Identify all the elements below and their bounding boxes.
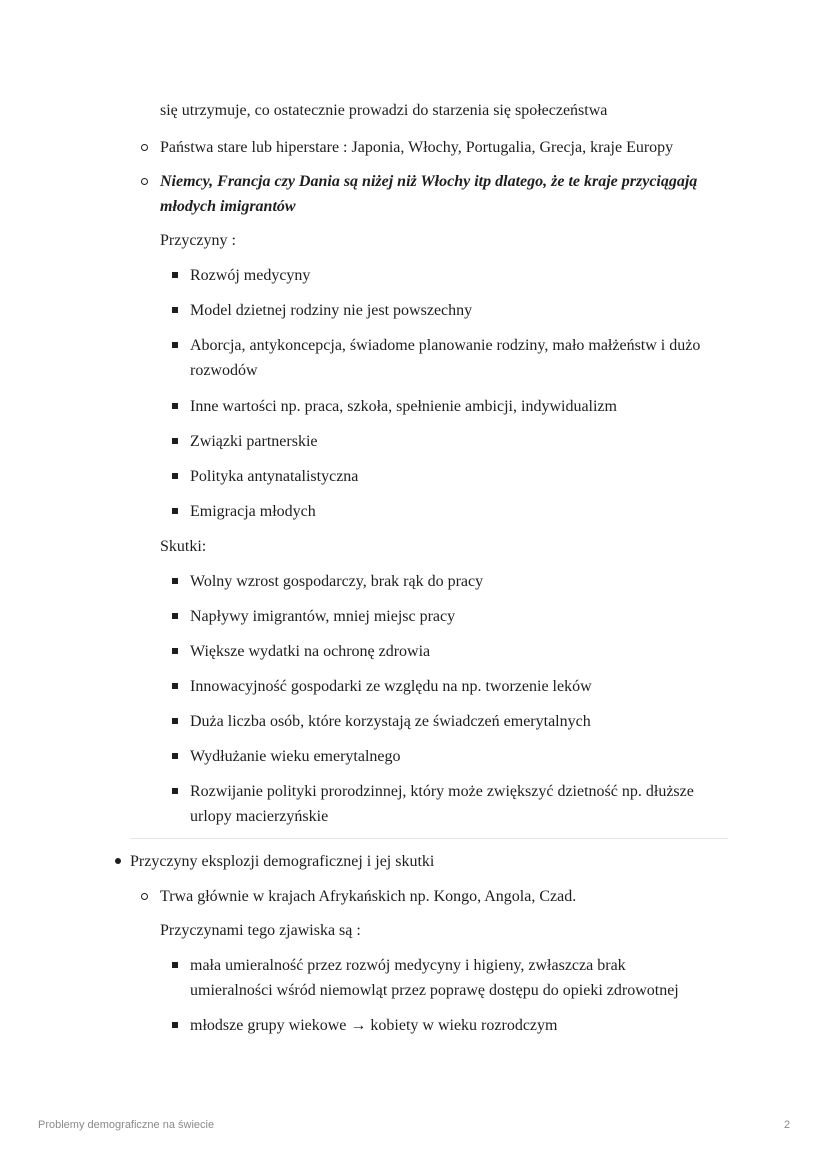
cause-item: Model dzietnej rodziny nie jest powszechny bbox=[190, 302, 473, 319]
circle-bullet-icon bbox=[141, 893, 148, 900]
square-bullet-icon bbox=[172, 438, 178, 444]
list-item-immigrants-line-2: młodych imigrantów bbox=[160, 198, 296, 215]
square-bullet-icon bbox=[172, 578, 178, 584]
square-bullet-icon bbox=[172, 272, 178, 278]
square-bullet-icon bbox=[172, 307, 178, 313]
effects-heading: Skutki: bbox=[160, 538, 207, 555]
list-item-old-states: Państwa stare lub hiperstare : Japonia, Włochy, Portugalia, Grecja, kraje Europy bbox=[160, 139, 674, 156]
effect-item: Rozwijanie polityki prorodzinnej, który może zwiększyć dzietność np. dłuższe bbox=[190, 783, 694, 800]
list-item-immigrants-line-1: Niemcy, Francja czy Dania są niżej niż Włochy itp dlatego, że te kraje przyciągają bbox=[160, 173, 698, 190]
square-bullet-icon bbox=[172, 683, 178, 689]
phenomenon-cause-item: młodsze grupy wiekowe → kobiety w wieku rozrodczym bbox=[190, 1017, 558, 1034]
africa-line: Trwa głównie w krajach Afrykańskich np. Kongo, Angola, Czad. bbox=[160, 888, 577, 905]
effect-item: Wolny wzrost gospodarczy, brak rąk do pracy bbox=[190, 573, 484, 590]
square-bullet-icon bbox=[172, 1022, 178, 1028]
square-bullet-icon bbox=[172, 508, 178, 514]
cause-item: Związki partnerskie bbox=[190, 433, 318, 450]
square-bullet-icon bbox=[172, 962, 178, 968]
cause-item: Emigracja młodych bbox=[190, 503, 316, 520]
effect-item: Innowacyjność gospodarki ze względu na np. tworzenie leków bbox=[190, 678, 592, 695]
circle-bullet-icon bbox=[141, 178, 148, 185]
effect-item: Duża liczba osób, które korzystają ze świadczeń emerytalnych bbox=[190, 713, 591, 730]
effect-item: Napływy imigrantów, mniej miejsc pracy bbox=[190, 608, 456, 625]
square-bullet-icon bbox=[172, 473, 178, 479]
phenomenon-cause-continuation: umieralności wśród niemowląt przez poprawę dostępu do opieki zdrowotnej bbox=[190, 982, 679, 999]
circle-bullet-icon bbox=[141, 144, 148, 151]
square-bullet-icon bbox=[172, 403, 178, 409]
effect-item: Większe wydatki na ochronę zdrowia bbox=[190, 643, 431, 660]
cause-item: Aborcja, antykoncepcja, świadome planowanie rodziny, mało małżeństw i dużo bbox=[190, 337, 701, 354]
effect-item: Wydłużanie wieku emerytalnego bbox=[190, 748, 401, 765]
footer-title: Problemy demograficzne na świecie bbox=[38, 1119, 215, 1131]
effect-item-continuation: urlopy macierzyńskie bbox=[190, 808, 329, 825]
phenomenon-cause-item: mała umieralność przez rozwój medycyny i higieny, zwłaszcza brak bbox=[190, 957, 626, 974]
square-bullet-icon bbox=[172, 718, 178, 724]
square-bullet-icon bbox=[172, 342, 178, 348]
cause-item: Inne wartości np. praca, szkoła, spełnienie ambicji, indywidualizm bbox=[190, 398, 617, 415]
square-bullet-icon bbox=[172, 648, 178, 654]
section-divider bbox=[130, 838, 728, 839]
cause-item: Polityka antynatalistyczna bbox=[190, 468, 359, 485]
phenomenon-causes-heading: Przyczynami tego zjawiska są : bbox=[160, 922, 361, 939]
square-bullet-icon bbox=[172, 613, 178, 619]
explosion-heading: Przyczyny eksplozji demograficznej i jej skutki bbox=[130, 853, 435, 870]
causes-heading: Przyczyny : bbox=[160, 232, 236, 249]
square-bullet-icon bbox=[172, 753, 178, 759]
continued-line: się utrzymuje, co ostatecznie prowadzi do starzenia się społeczeństwa bbox=[160, 102, 608, 119]
cause-item-continuation: rozwodów bbox=[190, 362, 258, 379]
cause-item: Rozwój medycyny bbox=[190, 267, 311, 284]
square-bullet-icon bbox=[172, 788, 178, 794]
disc-bullet-icon bbox=[115, 858, 121, 864]
page-number: 2 bbox=[784, 1119, 791, 1131]
